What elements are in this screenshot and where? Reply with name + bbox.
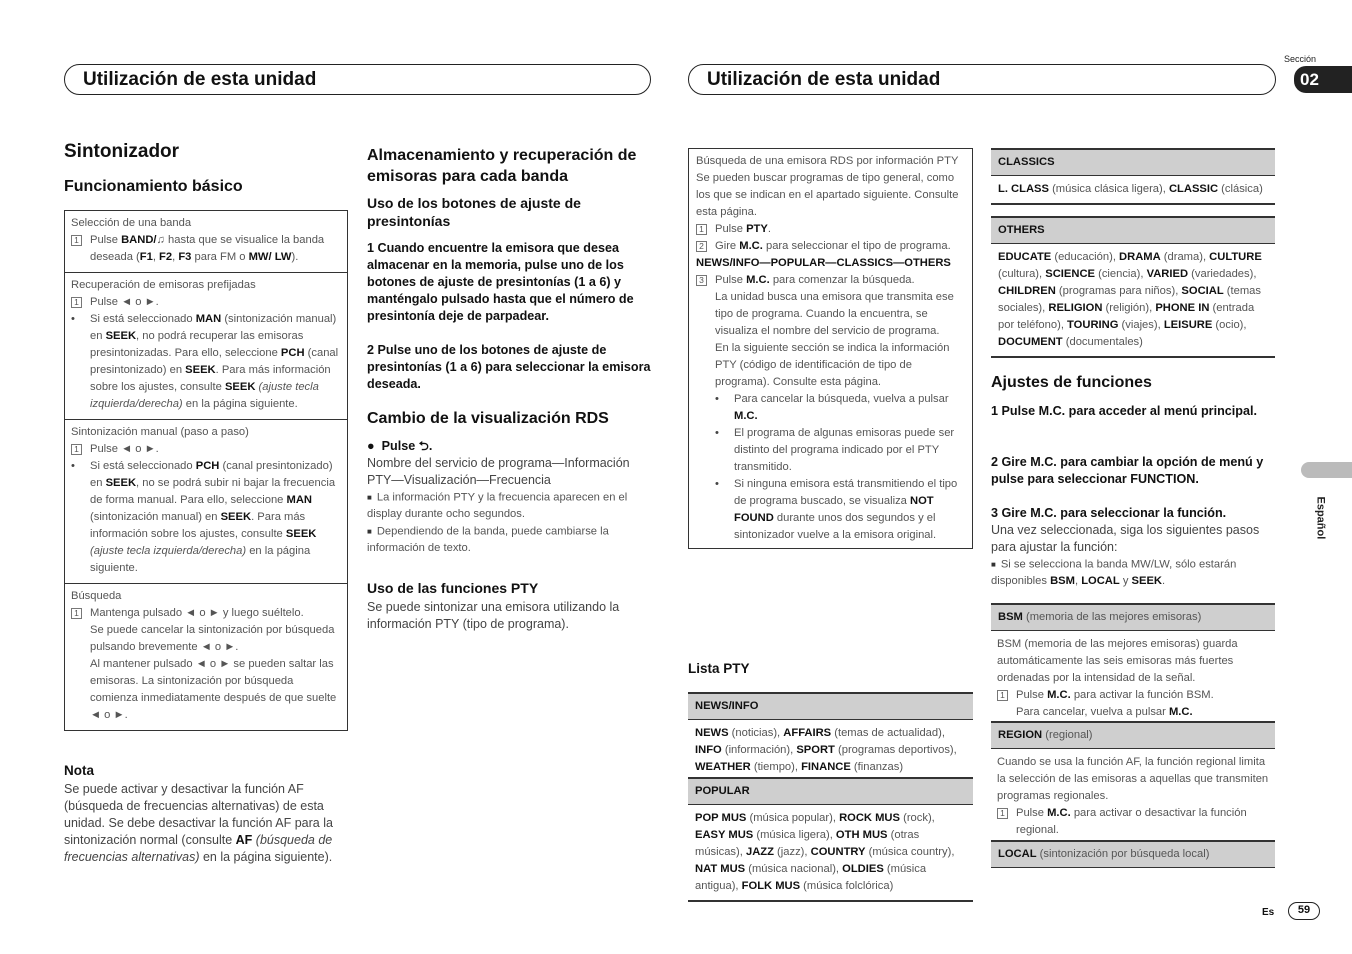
function-step-3-text: Una vez seleccionada, siga los siguientes pasos para ajustar la función:: [991, 523, 1260, 554]
pty-code: FINANCE: [801, 761, 851, 773]
pty-description: (ocio),: [1212, 319, 1247, 331]
pty-code: EDUCATE: [998, 251, 1052, 263]
pty-description: (rock),: [899, 812, 935, 824]
pty-description: (educación),: [1051, 251, 1120, 263]
pty-search-box: Búsqueda de una emisora RDS por información PTY Se pueden buscar programas de tipo general, como los que se indican en el apartado siguiente. Consulte esta página. 1 Pulse PTY. 2 Gire M.C. para seleccionar el tipo de programa. NEWS/INFO—POPULAR—CLASSICS—OTHERS 3 Pulse M.C. para comenzar la búsqueda. La unidad busca una emisora que transmita ese tipo de programa. Cuando la encuentra, se visualiza el nombre del servicio de programa. En la siguiente sección se indica la información PTY (código de identificación de tipo de programa). Consulte esta página. • Para cancelar la búsqueda, vuelva a pulsar M.C. • El programa de algunas emisoras puede ser distinto del programa indicado por el PTY transmitido. • Si ninguna emisora está transmitiendo el tipo de programa buscado, se visualiza NOT FOUND durante unos dos segundos y el sintonizador vuelve a la emisora original.: [688, 148, 973, 549]
pty-description: (temas de actualidad),: [831, 727, 945, 739]
section-title-tuner: Sintonizador: [64, 141, 180, 162]
pty-description: (ciencia),: [1094, 268, 1147, 280]
pty-code: OTH MUS: [835, 829, 888, 841]
back-icon: ⮌: [418, 439, 429, 453]
subtitle-basic-operation: Funcionamiento básico: [64, 178, 243, 195]
pty-code: DOCUMENT: [998, 336, 1063, 348]
pty-popular: POPULAR POP MUS (música popular), ROCK MUS (rock), EASY MUS (música ligera), OTH MUS (otras músicas), JAZZ (jazz), COUNTRY (música country), NAT MUS (música nacional), OLDIES (música antigua), FOLK MUS (música folclórica): [688, 777, 973, 902]
pty-description: (noticias),: [728, 727, 784, 739]
pty-description: (programas para niños),: [1055, 285, 1182, 297]
pty-description: (música country),: [865, 846, 955, 858]
pty-code: CHILDREN: [998, 285, 1056, 297]
pty-description: (otras músicas),: [695, 829, 920, 858]
pty-list-title: Lista PTY: [688, 661, 750, 676]
pty-code: RELIGION: [1048, 302, 1103, 314]
pty-functions-title: Uso de las funciones PTY: [367, 580, 539, 596]
function-step-1: 1 Pulse M.C. para acceder al menú principal.: [991, 404, 1257, 418]
pty-description: (música folclórica): [800, 880, 894, 892]
pty-description: (finanzas): [850, 761, 904, 773]
right-header-title: Utilización de esta unidad: [688, 64, 1276, 95]
pty-description: (entrada por teléfono),: [998, 302, 1255, 331]
note-title: Nota: [64, 763, 94, 778]
pty-code: AFFAIRS: [783, 727, 832, 739]
storage-title: Almacenamiento y recuperación de emisoras para cada banda: [367, 147, 637, 185]
pty-description: (drama),: [1160, 251, 1210, 263]
pty-description: (música ligera),: [753, 829, 836, 841]
preset-buttons-subtitle: Uso de los botones de ajuste de presintonías: [367, 195, 581, 229]
region-function: REGION (regional) Cuando se usa la función AF, la función regional limita la selección de las emisoras a aquellas que transmiten programas regionales. 1 Pulse M.C. para activar o desactivar la función regional.: [991, 721, 1275, 844]
pty-code: L. CLASS: [998, 183, 1049, 195]
pty-description: (música nacional),: [745, 863, 843, 875]
pty-code: CULTURE: [1209, 251, 1262, 263]
function-note: ■ Si se selecciona la banda MW/LW, sólo estarán disponibles BSM, LOCAL y SEEK.: [991, 558, 1237, 588]
pty-code: COUNTRY: [810, 846, 866, 858]
pty-code: LEISURE: [1163, 319, 1213, 331]
rds-note-1: ■ La información PTY y la frecuencia aparecen en el display durante ocho segundos.: [367, 491, 628, 521]
pty-code: DRAMA: [1119, 251, 1161, 263]
pty-description: (información),: [721, 744, 797, 756]
rds-display-sequence: Nombre del servicio de programa—Información PTY—Visualización—Frecuencia: [367, 456, 630, 487]
function-step-2: 2 Gire M.C. para cambiar la opción de menú y pulse para seleccionar FUNCTION.: [991, 455, 1264, 486]
left-header-title: Utilización de esta unidad: [64, 64, 651, 95]
pty-description: (viajes),: [1118, 319, 1164, 331]
pty-description: (programas deportivos),: [834, 744, 957, 756]
language-side-tab: [1301, 462, 1352, 478]
pty-description: (jazz),: [773, 846, 811, 858]
pty-code: EASY MUS: [695, 829, 754, 841]
pty-description: (música popular),: [746, 812, 840, 824]
function-settings-title: Ajustes de funciones: [991, 374, 1152, 391]
bsm-function: BSM (memoria de las mejores emisoras) BSM (memoria de las mejores emisoras) guarda automáticamente las seis emisoras más fuertes ordenadas por la intensidad de la señal. 1 Pulse M.C. para activar la función BSM. Para cancelar, vuelva a pulsar M.C.: [991, 603, 1275, 726]
note-text: Se puede activar y desactivar la función AF (búsqueda de frecuencias alternativas) de esta unidad. Se debe desactivar la función AF para la sintonización normal (consulte AF (búsqueda de frecuencias alternativas) en la página siguiente).: [64, 782, 333, 864]
pty-news-info: NEWS/INFO NEWS (noticias), AFFAIRS (temas de actualidad), INFO (información), SPORT (programas deportivos), WEATHER (tiempo), FINANCE (finanzas): [688, 692, 973, 783]
section-label: Sección: [1284, 54, 1317, 64]
pty-code: INFO: [695, 744, 722, 756]
band-selection: Selección de una banda 1 Pulse BAND/♫ hasta que se visualice la banda deseada (F1, F2, F3 para FM o MW/ LW).: [65, 211, 347, 273]
preset-recall: Recuperación de emisoras prefijadas 1 Pulse ◄ o ►. • Si está seleccionado MAN (sintonización manual) en SEEK, no podrá recuperar las emisoras presintonizadas. Para ello, seleccione PCH (canal presintonizado) en SEEK. Para más información sobre los ajustes, consulte SEEK (ajuste tecla izquierda/derecha) en la página siguiente.: [65, 273, 347, 420]
pty-code: JAZZ: [745, 846, 774, 858]
footer-lang: Es: [1262, 907, 1275, 918]
preset-step-1: 1 Cuando encuentre la emisora que desea almacenar en la memoria, pulse uno de los botones de ajuste de presintonías (1 a 6) y manténgalo pulsado hasta que el número de presintonía deje de parpadear.: [367, 241, 634, 323]
pty-code: NAT MUS: [695, 863, 746, 875]
rds-title: Cambio de la visualización RDS: [367, 410, 609, 427]
pty-code: POP MUS: [695, 812, 747, 824]
band-icon: ♫: [156, 234, 165, 246]
function-step-3: 3 Gire M.C. para seleccionar la función.: [991, 506, 1227, 520]
pty-code: OLDIES: [842, 863, 884, 875]
pty-description: (temas sociales),: [998, 285, 1261, 314]
pty-code: CLASSIC: [1168, 183, 1219, 195]
rds-note-2: ■ Dependiendo de la banda, puede cambiarse la información de texto.: [367, 525, 609, 555]
basic-operation-box: [64, 210, 348, 731]
pty-code: ROCK MUS: [839, 812, 900, 824]
pty-description: (música clásica ligera),: [1048, 183, 1169, 195]
pty-code: VARIED: [1146, 268, 1189, 280]
section-number-badge: 02: [1294, 66, 1352, 93]
pty-code: NEWS: [695, 727, 729, 739]
pty-description: (música antigua),: [695, 863, 927, 892]
pty-description: (cultura),: [998, 268, 1046, 280]
pty-code: SPORT: [796, 744, 835, 756]
pty-classics: CLASSICS L. CLASS (música clásica ligera), CLASSIC (clásica): [991, 148, 1275, 205]
pty-description: (documentales): [1062, 336, 1143, 348]
local-function: LOCAL (sintonización por búsqueda local): [991, 840, 1275, 868]
pty-code: TOURING: [1067, 319, 1119, 331]
pty-description: (religión),: [1102, 302, 1156, 314]
preset-step-2: 2 Pulse uno de los botones de ajuste de presintonías (1 a 6) para seleccionar la emisora deseada.: [367, 343, 651, 391]
pty-code: PHONE IN: [1155, 302, 1210, 314]
pty-code: SOCIAL: [1181, 285, 1224, 297]
page-number: 59: [1288, 902, 1320, 920]
seek-tuning: Búsqueda 1 Mantenga pulsado ◄ o ► y luego suéltelo. Se puede cancelar la sintonización por búsqueda pulsando brevemente ◄ o ►. Al mantener pulsado ◄ o ► se pueden saltar las emisoras. La sintonización por búsqueda comienza inmediatamente después de que suelte ◄ o ►.: [71, 590, 337, 721]
pty-others: OTHERS EDUCATE (educación), DRAMA (drama), CULTURE (cultura), SCIENCE (ciencia), VARIED (variedades), CHILDREN (programas para niños), SOCIAL (temas sociales), RELIGION (religión), PHONE IN (entrada por teléfono), TOURING (viajes), LEISURE (ocio), DOCUMENT (documentales): [991, 216, 1275, 358]
pty-code: FOLK MUS: [741, 880, 801, 892]
rds-press: ● Pulse ⮌.: [367, 439, 433, 453]
pty-description: (tiempo),: [750, 761, 802, 773]
pty-code: SCIENCE: [1045, 268, 1095, 280]
pty-functions-text: Se puede sintonizar una emisora utilizando la información PTY (tipo de programa).: [367, 600, 620, 631]
pty-description: (variedades),: [1188, 268, 1257, 280]
language-side-label: Español: [1314, 496, 1327, 540]
pty-description: (clásica): [1218, 183, 1263, 195]
pty-code: WEATHER: [695, 761, 751, 773]
manual-tuning: Sintonización manual (paso a paso) 1 Pulse ◄ o ►. • Si está seleccionado PCH (canal presintonizado) en SEEK, no se podrá subir ni bajar la frecuencia de forma manual. Para ello, seleccione MAN (sintonización manual) en SEEK. Para más información sobre los ajustes, consulte SEEK (ajuste tecla izquierda/derecha) en la página siguiente.: [65, 420, 347, 584]
